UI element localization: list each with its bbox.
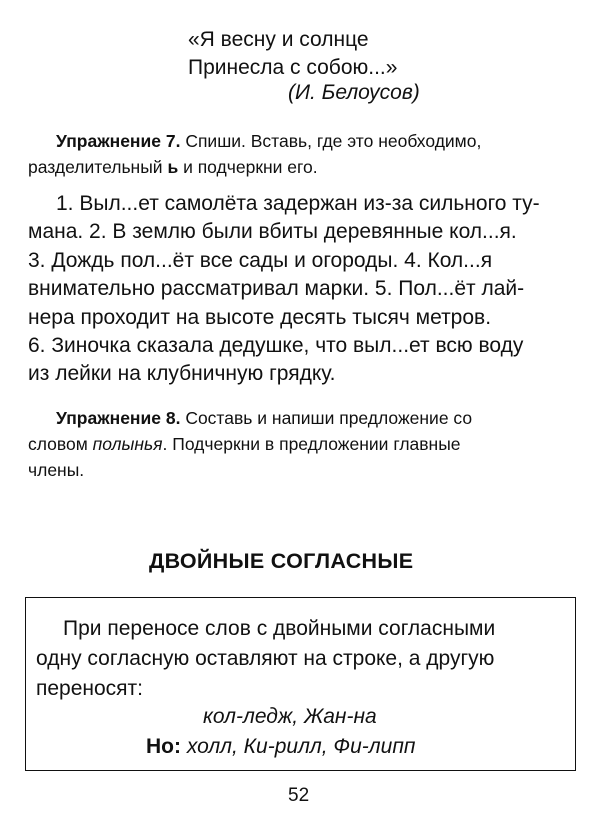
epigraph-author: (И. Белоусов) <box>288 81 420 104</box>
exercise-7-line-3: 3. Дождь пол...ёт все сады и огороды. 4. Кол...я <box>28 248 493 272</box>
rule-example-2-label: Но: <box>146 735 181 758</box>
exercise-8-line-2 <box>28 431 461 457</box>
exercise-7-line-4: внимательно рассматривал марки. 5. Пол...ёт лай- <box>28 277 525 301</box>
epigraph-line-1: «Я весну и солнце <box>188 28 369 51</box>
exercise-7-instruction-line-2 <box>28 154 318 180</box>
rule-line-3: переносят: <box>36 677 144 700</box>
exercise-8-prefix: словом <box>28 434 93 454</box>
exercise-8-title: Упражнение 8. <box>56 408 181 428</box>
rule-example-2 <box>146 735 415 759</box>
exercise-7-line-5: нера проходит на высоте десять тысяч метров. <box>28 305 492 329</box>
exercise-7-title: Упражнение 7. <box>56 131 181 151</box>
exercise-7-line-1: 1. Выл...ет самолёта задержан из-за сильного ту- <box>56 192 540 215</box>
exercise-7-line-2: мана. 2. В землю были вбиты деревянные кол...я. <box>28 220 517 244</box>
exercise-7-instruction-text: Спиши. Вставь, где это необходимо, <box>180 131 482 151</box>
exercise-8-text-1: Составь и напиши предложение со <box>180 408 473 428</box>
exercise-7-letter: ь <box>167 157 179 177</box>
section-title: ДВОЙНЫЕ СОГЛАСНЫЕ <box>149 549 414 573</box>
exercise-7-line-6: 6. Зиночка сказала дедушке, что выл...ет всю воду <box>28 334 524 357</box>
exercise-7-instruction-line-1 <box>56 128 481 154</box>
exercise-7-instruction-prefix: разделительный <box>28 157 168 177</box>
exercise-8-word: полынья <box>92 434 163 454</box>
rule-example-2-text: холл, Ки-рилл, Фи-липп <box>181 735 416 758</box>
exercise-8-line-3: члены. <box>28 460 85 480</box>
rule-line-2: одну согласную оставляют на строке, а другую <box>36 647 495 670</box>
exercise-7-instruction-suffix: и подчеркни его. <box>178 157 318 177</box>
rule-example-1: кол-ледж, Жан-на <box>203 705 377 728</box>
exercise-8-line-1 <box>56 405 472 431</box>
epigraph-line-2: Принесла с собою...» <box>188 56 398 79</box>
exercise-8-suffix: . Подчеркни в предложении главные <box>162 434 461 454</box>
exercise-7-line-7: из лейки на клубничную грядку. <box>28 362 336 386</box>
page-number: 52 <box>288 785 310 806</box>
rule-line-1: При переносе слов с двойными согласными <box>63 617 496 640</box>
